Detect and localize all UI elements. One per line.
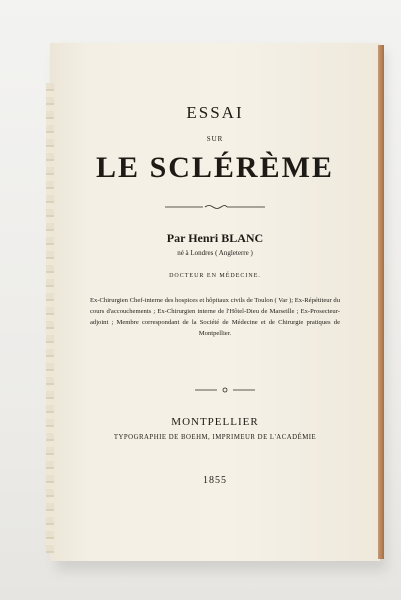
credentials-paragraph: Ex-Chirurgien Chef-interne des hospices et hôpitaux civils de Toulon ( Var ); Ex-Répétiteur du cours d'accouchements ; Ex-Chirurgien interne de l'Hôtel-Dieu de Marseille ; Ex-Prosecteur-adjoint ; Membre correspondant de la Société de Médecine et de Chirurgie pratiques de Montpellier.	[90, 297, 340, 337]
main-title: LE SCLÉRÈME	[96, 151, 334, 184]
degree-line: DOCTEUR EN MÉDECINE.	[169, 273, 261, 279]
title-divider-rule	[165, 203, 265, 211]
publication-year: 1855	[203, 475, 227, 486]
ornament-divider	[195, 387, 255, 393]
printer-line: TYPOGRAPHIE DE BOEHM, IMPRIMEUR DE L'ACADÉMIE	[113, 434, 317, 441]
document-page	[50, 43, 380, 561]
title-sur: SUR	[206, 135, 224, 143]
publication-city: MONTPELLIER	[171, 416, 259, 428]
birthplace-line: né à Londres ( Angleterre )	[177, 249, 253, 257]
title-essai: ESSAI	[186, 103, 244, 122]
author-line: Par Henri BLANC	[166, 231, 264, 245]
